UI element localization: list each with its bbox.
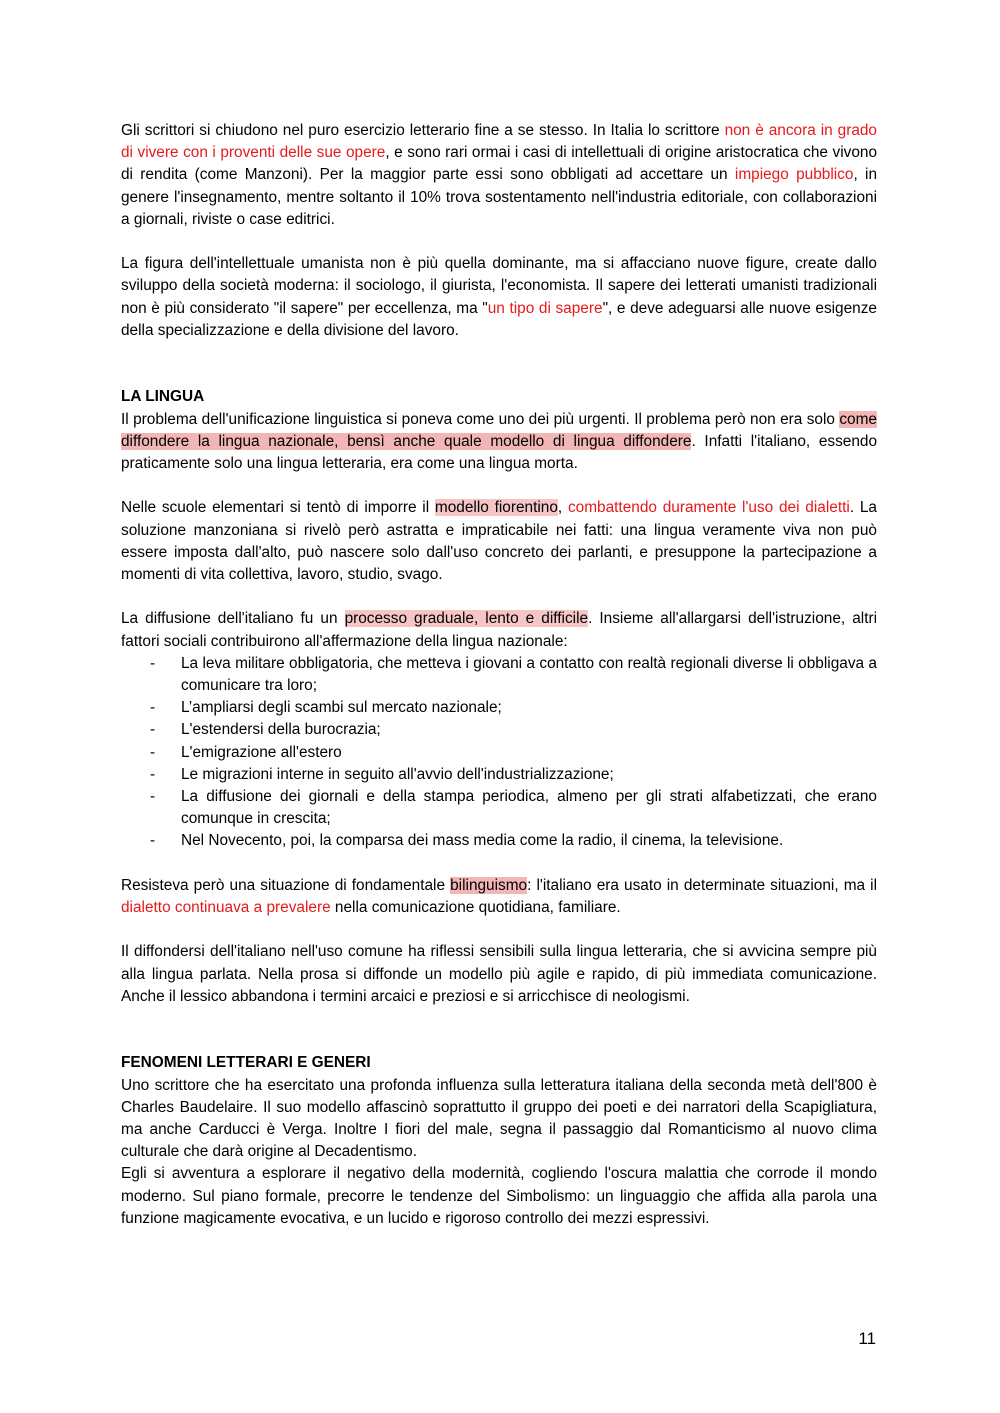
emphasis-red: dialetto continuava a prevalere xyxy=(121,899,331,917)
dash-bullet: - xyxy=(150,721,156,739)
section-heading-lingua: LA LINGUA xyxy=(121,388,205,406)
list-item-text: L'estendersi della burocrazia; xyxy=(181,721,381,739)
paragraph-literary-language: Il diffondersi dell'italiano nell'uso comune ha riflessi sensibili sulla lingua letteraria, che si avvicina sempre più alla lingua parlata. Nella prosa si diffonde un modello più agile e rapido, di più immediata comunicazione. Anche il lessico abbandona i termini arcaici e preziosi e si arricchisce di neologismi. xyxy=(121,943,877,1005)
list-item xyxy=(121,653,877,697)
text-run: ", e deve adeguarsi alle nuove esigenze della specializzazione e della divisione del lavoro. xyxy=(121,299,877,339)
list-item xyxy=(121,764,877,786)
highlighted-text: bilinguismo xyxy=(450,876,528,894)
dash-bullet: - xyxy=(150,743,156,761)
text-run: Nelle scuole elementari si tentò di imporre il xyxy=(121,499,435,517)
text-run: La figura dell'intellettuale umanista non è più quella dominante, ma si affacciano nuove figure, create dallo sviluppo della società moderna: il sociologo, il giurista, l'economista. Il sapere dei letterati umanisti tradizionali non è più considerato "il sapere" per eccellenza, ma " xyxy=(121,255,877,317)
section-heading-fenomeni: FENOMENI LETTERARI E GENERI xyxy=(121,1054,371,1072)
page-number: 11 xyxy=(858,1329,876,1348)
list-item-text: L’ampliarsi degli scambi sul mercato nazionale; xyxy=(181,699,502,717)
dash-bullet: - xyxy=(150,654,156,672)
list-item-text: Le migrazioni interne in seguito all'avvio dell'industrializzazione; xyxy=(181,765,614,783)
paragraph-diffusion xyxy=(121,608,877,652)
paragraph-schools xyxy=(121,497,877,586)
paragraph-unification xyxy=(121,409,877,476)
text-run: , xyxy=(557,499,568,517)
text-run: nella comunicazione quotidiana, familiare. xyxy=(330,899,621,917)
text-run: Il problema dell'unificazione linguistica si poneva come uno dei più urgenti. Il problema però non era solo xyxy=(121,410,840,428)
text-run: , in genere l'insegnamento, mentre soltanto il 10% trova sostentamento nell'industria editoriale, con collaborazioni a giornali, riviste o case editrici. xyxy=(121,166,878,228)
dash-bullet: - xyxy=(150,699,156,717)
emphasis-red: un tipo di sapere xyxy=(487,299,603,317)
list-item xyxy=(121,719,877,741)
paragraph-bilingualism xyxy=(121,875,877,919)
section-spacer xyxy=(121,342,877,386)
list-item-text: L'emigrazione all'estero xyxy=(181,743,342,761)
paragraph-spacer xyxy=(121,919,877,941)
list-item xyxy=(121,697,877,719)
text-run: . La soluzione manzoniana si rivelò però astratta e impraticabile nei fatti: una lingua veramente viva non può essere imposta dall'alto, può nascere solo dall'uso concreto dei parlanti, e presuppone la partecipazione a momenti di vita collettiva, lavoro, studio, svago. xyxy=(121,499,877,584)
list-item-text: Nel Novecento, poi, la comparsa dei mass media come la radio, il cinema, la televisione. xyxy=(181,832,784,850)
text-run: : l'italiano era usato in determinate situazioni, ma il xyxy=(527,876,878,894)
paragraph-intellectual xyxy=(121,253,877,342)
paragraph-writers xyxy=(121,120,877,231)
list-item-text: La diffusione dei giornali e della stampa periodica, almeno per gli strati alfabetizzati, che erano comunque in crescita; xyxy=(181,788,877,828)
text-run: Resisteva però una situazione di fondamentale xyxy=(121,876,451,894)
document-page xyxy=(121,120,877,1230)
text-run: . Infatti l'italiano, essendo praticamente solo una lingua letteraria, era come una lingua morta. xyxy=(121,432,878,473)
paragraph-baudelaire: Uno scrittore che ha esercitato una profonda influenza sulla letteratura italiana della seconda metà dell'800 è Charles Baudelaire. Il suo modello affascinò soprattutto il gruppo dei poeti e dei narratori della Scapigliatura, ma anche Carducci è Verga. Inoltre I fiori del male, segna il passaggio dal Romanticismo al nuovo clima culturale che darà origine al Decadentismo. xyxy=(121,1076,877,1161)
paragraph-spacer xyxy=(121,586,877,608)
section-spacer xyxy=(121,1008,877,1052)
paragraph-modernity: Egli si avventura a esplorare il negativo della modernità, cogliendo l'oscura malattia che corrode il mondo moderno. Sul piano formale, precorre le tendenze del Simbolismo: un linguaggio che affida alla parola una funzione magicamente evocativa, e un lucido e rigoroso controllo dei mezzi espressivi. xyxy=(121,1165,877,1227)
dash-bullet: - xyxy=(150,832,156,850)
list-item xyxy=(121,786,877,830)
text-run: . Insieme all'allargarsi dell'istruzione, altri fattori sociali contribuirono all'affermazione della lingua nazionale: xyxy=(121,610,878,650)
highlighted-text: processo graduale, lento e difficile xyxy=(344,610,589,628)
dash-bullet: - xyxy=(150,765,156,783)
highlighted-text: modello fiorentino xyxy=(434,499,558,517)
paragraph-spacer xyxy=(121,853,877,875)
text-run: Gli scrittori si chiudono nel puro esercizio letterario fine a se stesso. In Italia lo scrittore xyxy=(121,122,725,139)
dash-bullet: - xyxy=(150,788,156,806)
emphasis-red: non è ancora in grado di vivere con i proventi delle sue opere xyxy=(121,122,877,162)
factors-list xyxy=(121,653,877,853)
highlighted-text: come diffondere la lingua nazionale, bensì anche quale modello di lingua diffondere xyxy=(121,410,877,450)
list-item-text: La leva militare obbligatoria, che metteva i giovani a contatto con realtà regionali diverse li obbligava a comunicare tra loro; xyxy=(181,654,877,695)
paragraph-spacer xyxy=(121,475,877,497)
list-item xyxy=(121,830,877,852)
emphasis-red: combattendo duramente l'uso dei dialetti xyxy=(567,499,850,517)
text-run: , e sono rari ormai i casi di intellettuali di origine aristocratica che vivono di rendita (come Manzoni). Per la maggior parte essi sono obbligati ad accettare un xyxy=(121,144,878,184)
paragraph-spacer xyxy=(121,231,877,253)
text-run: La diffusione dell'italiano fu un xyxy=(121,610,345,628)
list-item xyxy=(121,742,877,764)
emphasis-red: impiego pubblico xyxy=(734,166,854,184)
